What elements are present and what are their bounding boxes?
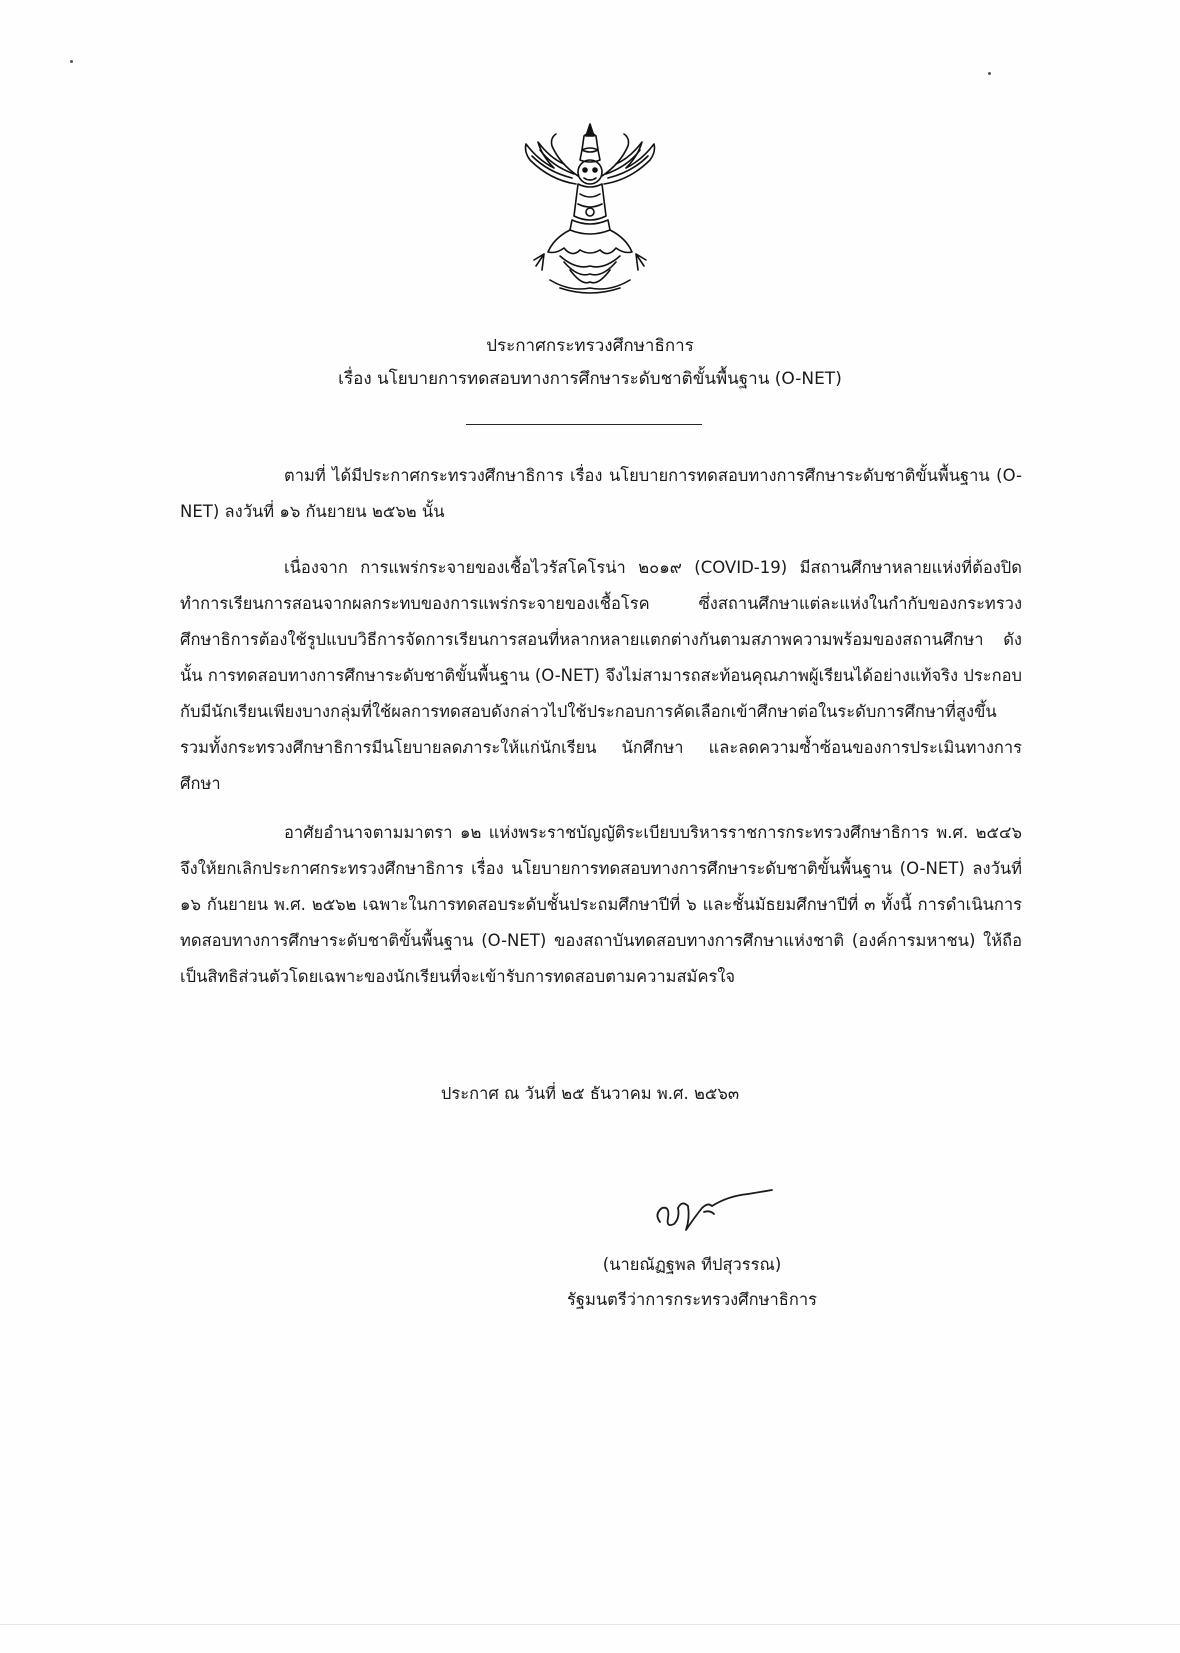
body-paragraph-2: เนื่องจาก การแพร่กระจายของเชื้อไวรัสโคโรน่า ๒๐๑๙ (COVID-19) มีสถานศึกษาหลายแห่งที่ต้องปิดทำการเรียนการสอนจากผลกระทบของการแพร่กระจายของเชื้อโรค ซึ่งสถานศึกษาแต่ละแห่งในกำกับของกระทรวงศึกษาธิการต้องใช้รูปแบบวิธีการจัดการเรียนการสอนที่หลากหลายแตกต่างกันตามสภาพความพร้อมของสถานศึกษา ดังนั้น การทดสอบทางการศึกษาระดับชาติขั้นพื้นฐาน (O-NET) จึงไม่สามารถสะท้อนคุณภาพผู้เรียนได้อย่างแท้จริง ประกอบกับมีนักเรียนเพียงบางกลุ่มที่ใช้ผลการทดสอบดังกล่าวไปใช้ประกอบการคัดเลือกเข้าศึกษาต่อในระดับการศึกษาที่สูงขึ้น รวมทั้งกระทรวงศึกษาธิการมีนโยบายลดภาระให้แก่นักเรียน นักศึกษา และลดความซ้ำซ้อนของการประเมินทางการศึกษา (180, 558, 1022, 793)
scan-speck (988, 72, 991, 75)
body-paragraph-1: ตามที่ ได้มีประกาศกระทรวงศึกษาธิการ เรื่อง นโยบายการทดสอบทางการศึกษาระดับชาติขั้นพื้นฐาน (O-NET) ลงวันที่ ๑๖ กันยายน ๒๕๖๒ นั้น (180, 466, 1022, 521)
page-bottom-edge (0, 1624, 1180, 1625)
signer-name: (นายณัฏฐพล ทีปสุวรรณ) (602, 1255, 782, 1274)
scan-speck (70, 60, 73, 63)
announcement-subject: เรื่อง นโยบายการทดสอบทางการศึกษาระดับชาติขั้นพื้นฐาน (O-NET) (338, 369, 842, 389)
announcement-issuer: ประกาศกระทรวงศึกษาธิการ (486, 336, 694, 356)
announcement-date: ประกาศ ณ วันที่ ๒๕ ธันวาคม พ.ศ. ๒๕๖๓ (440, 1084, 740, 1103)
signer-position: รัฐมนตรีว่าการกระทรวงศึกษาธิการ (567, 1290, 817, 1309)
body-paragraph-3: อาศัยอำนาจตามมาตรา ๑๒ แห่งพระราชบัญญัติระเบียบบริหารราชการกระทรวงศึกษาธิการ พ.ศ. ๒๕๔๖ จึงให้ยกเลิกประกาศกระทรวงศึกษาธิการ เรื่อง นโยบายการทดสอบทางการศึกษาระดับชาติขั้นพื้นฐาน (O-NET) ลงวันที่ ๑๖ กันยายน พ.ศ. ๒๕๖๒ เฉพาะในการทดสอบระดับชั้นประถมศึกษาปีที่ ๖ และชั้นมัธยมศึกษาปีที่ ๓ ทั้งนี้ การดำเนินการทดสอบทางการศึกษาระดับชาติขั้นพื้นฐาน (O-NET) ของสถาบันทดสอบทางการศึกษาแห่งชาติ (องค์การมหาชน) ให้ถือเป็นสิทธิส่วนตัวโดยเฉพาะของนักเรียนที่จะเข้ารับการทดสอบตามความสมัครใจ (180, 823, 1022, 986)
title-divider (466, 424, 702, 425)
garuda-emblem-icon (520, 120, 660, 296)
handwritten-signature-icon (648, 1178, 788, 1238)
